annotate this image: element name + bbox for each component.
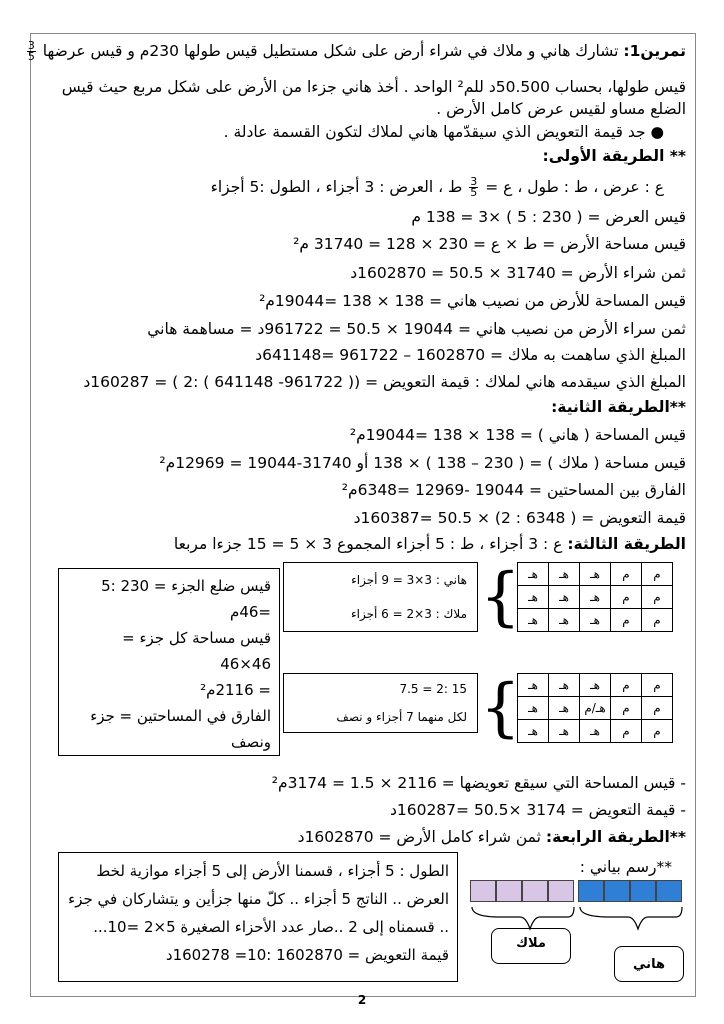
- grid-cell: هـ: [518, 609, 549, 632]
- method4-explanation-box: الطول : 5 أجزاء ، قسمنا الأرض إلى 5 أجزاء موازية لخط العرض .. الناتج 5 أجزاء .. كلّ منها جزأين و يتشاركان في جزء .. قسمناه إلى 2 ..صار عدد الأحزاء الصغيرة 5×2 =10... قيمة التعويض = 1602870 :10= 160278د: [58, 852, 458, 982]
- bar-segment: [470, 880, 496, 902]
- grid-cell: هـ: [580, 674, 611, 697]
- grid-cell: هـ: [518, 674, 549, 697]
- page-number: 2: [357, 993, 367, 1007]
- bar-malak-parts: [470, 880, 574, 904]
- grid-cell: هـ: [518, 720, 549, 743]
- method1-line-4: ثمن شراء الأرض = 31740 × 50.5 = 1602870د: [350, 264, 686, 282]
- bar-segment: [578, 880, 604, 902]
- exercise-line-2: قيس طولها، بحساب 50.500د للم² الواحد . أخذ هاني جزءا من الأرض على شكل مربع حيث قيس: [61, 78, 686, 96]
- brace-hani-icon: [580, 907, 682, 929]
- brace-1: {: [480, 560, 521, 634]
- exercise-label: تمرين1:: [623, 42, 686, 60]
- grid-cell: م: [642, 586, 673, 609]
- grid-cell: هـ: [580, 586, 611, 609]
- exercise-question: ● جد قيمة التعويض الذي سيقدّمها هاني لملاك لتكون القسمة عادلة .: [223, 123, 664, 141]
- grid-cell: هـ: [549, 609, 580, 632]
- chart-label: **رسم بياني :: [579, 858, 672, 876]
- grid-cell: م: [611, 563, 642, 586]
- method1-line-3: قيس مساحة الأرض = ط × ع = 230 × 128 = 31740 م²: [293, 235, 686, 253]
- bar-segment: [496, 880, 522, 902]
- exercise-line-1: [25, 40, 686, 62]
- method3-bullet-2: - قيمة التعويض = 3174 ×50.5 =160287د: [389, 801, 686, 819]
- method1-title: ** الطريقة الأولى:: [542, 147, 686, 165]
- grid-cell: هـ/م: [580, 697, 611, 720]
- fraction-three-fifths: $\frac{3}{5}$: [27, 39, 35, 63]
- grid-cell: م: [642, 563, 673, 586]
- brace-malak-icon: [472, 907, 574, 929]
- bar-segment: [522, 880, 548, 902]
- half-description: لكل منهما 7 أجزاء و نصف: [336, 710, 467, 724]
- grid-row: [518, 674, 673, 697]
- grid-cell: هـ: [580, 609, 611, 632]
- grid-cell: م: [642, 697, 673, 720]
- grid-cell: م: [642, 609, 673, 632]
- grid-cell: هـ: [580, 563, 611, 586]
- grid-split-1: [517, 562, 673, 632]
- fraction-three-fifths-2: $\frac{3}{5}$: [470, 175, 478, 199]
- method2-line-4: قيمة التعويض = ( 6348 : 2) × 50.5 =160387د: [353, 509, 686, 527]
- method1-line-2: قيس العرض = ( 230 : 5 ) ×3 = 138 م: [411, 208, 686, 226]
- method4-title: **الطريقة الرابعة: ثمن شراء كامل الأرض = 1602870د: [297, 828, 686, 846]
- grid-cell: هـ: [580, 720, 611, 743]
- bar-hani-parts: [578, 880, 682, 904]
- method1-line-1: ع : عرض ، ط : طول ، ع = $\frac{3}{5}$ ط ، العرض : 3 أجزاء ، الطول :5 أجزاء: [210, 175, 664, 199]
- grid-cell: م: [611, 609, 642, 632]
- label-hani: هاني: [614, 946, 684, 982]
- grid-row: [518, 586, 673, 609]
- grid-row: [518, 697, 673, 720]
- grid-cell: هـ: [549, 563, 580, 586]
- grid-cell: هـ: [549, 697, 580, 720]
- split-malak: ملاك : 3×2 = 6 أجزاء: [351, 607, 467, 621]
- brace-2: {: [480, 671, 521, 745]
- bar-segment: [630, 880, 656, 902]
- split-hani: هاني : 3×3 = 9 أجزاء: [351, 573, 467, 587]
- method2-line-3: الفارق بين المساحتين = 19044 -12969 =6348م²: [341, 481, 686, 499]
- exercise-intro: تشارك هاني و ملاك في شراء أرض على شكل مستطيل قيس طولها 230م و قيس عرضها: [42, 42, 619, 60]
- grid-cell: هـ: [518, 586, 549, 609]
- bar-segment: [656, 880, 682, 902]
- grid-row: [518, 609, 673, 632]
- method2-line-1: قيس المساحة ( هاني ) = 138 × 138 =19044م²: [349, 426, 686, 444]
- bullet-icon: ●: [645, 123, 664, 141]
- grid-cell: م: [611, 674, 642, 697]
- method3-bullet-1: - قيس المساحة التي سيقع تعويضها = 2116 × 1.5 = 3174م²: [271, 774, 686, 792]
- grid-cell: هـ: [518, 563, 549, 586]
- grid-row: [518, 720, 673, 743]
- grid-cell: م: [611, 720, 642, 743]
- grid-cell: م: [611, 697, 642, 720]
- method3-title: الطريقة الثالثة: ع : 3 أجزاء ، ط : 5 أجزاء المجموع 3 × 5 = 15 جزءا مربعا: [173, 535, 686, 553]
- split-count-box: [283, 562, 478, 632]
- part-area-box: قيس ضلع الجزء = 230 :5 =46م قيس مساحة كل جزء = 46×46 = 2116م² الفارق في المساحتين = جزء ونصف: [58, 568, 280, 756]
- method2-title: **الطريقة الثانية:: [551, 398, 686, 416]
- bar-segment: [604, 880, 630, 902]
- grid-cell: هـ: [549, 720, 580, 743]
- method1-line-7: المبلغ الذي ساهمت به ملاك = 1602870 – 961722 =641148د: [255, 346, 686, 364]
- half-split-box: [283, 673, 478, 733]
- grid-cell: هـ: [518, 697, 549, 720]
- grid-cell: هـ: [549, 586, 580, 609]
- method2-line-2: قيس مساحة ( ملاك ) = ( 230 – 138 ) × 138 أو 31740-19044 = 12969م²: [159, 454, 686, 472]
- method1-line-6: ثمن سراء الأرض من نصيب هاني = 19044 × 50.5 = 961722د = مساهمة هاني: [147, 320, 686, 338]
- grid-split-2: [517, 673, 673, 743]
- grid-cell: م: [642, 720, 673, 743]
- grid-row: [518, 563, 673, 586]
- half-calc: 15 :2 = 7.5: [399, 682, 467, 696]
- grid-cell: م: [642, 674, 673, 697]
- method1-line-5: قيس المساحة للأرض من نصيب هاني = 138 × 138 =19044م²: [259, 292, 686, 310]
- method1-line-8: المبلغ الذي سيقدمه هاني لملاك : قيمة التعويض = (( 961722- 641148 ) :2 ) = 160287د: [83, 373, 686, 391]
- exercise-line-3: الضلع مساو لقيس عرض كامل الأرض .: [436, 100, 686, 118]
- grid-cell: هـ: [549, 674, 580, 697]
- bar-segment: [548, 880, 574, 902]
- grid-cell: م: [611, 586, 642, 609]
- label-malak: ملاك: [491, 928, 571, 964]
